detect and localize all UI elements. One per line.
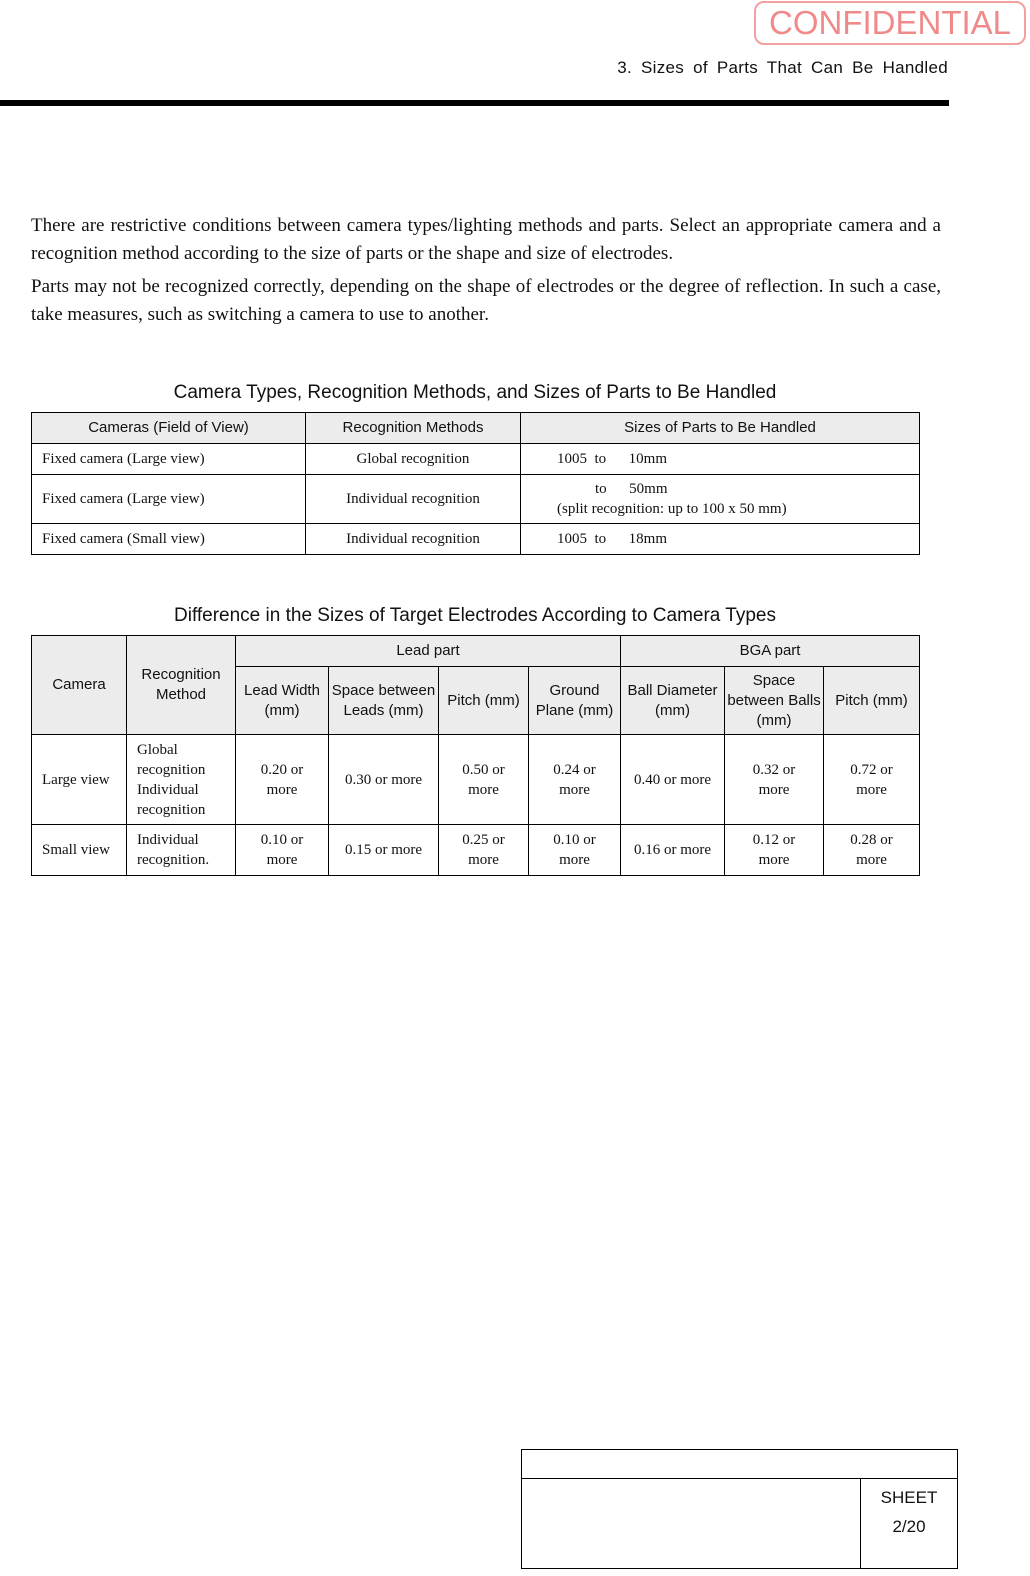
title-block-top	[522, 1450, 957, 1479]
header-ball-diameter: Ball Diameter (mm)	[621, 667, 725, 735]
value-cell: 0.25 or more	[439, 825, 529, 876]
intro-paragraph: There are restrictive conditions between camera types/lighting methods and parts. Select an appropriate camera and a recognition method according to the size of parts or the shape and size of electrodes.	[31, 215, 941, 264]
method-cell: Global recognition	[306, 444, 521, 475]
header-sizes: Sizes of Parts to Be Handled	[521, 413, 920, 444]
method-cell: Individual recognition.	[127, 825, 236, 876]
size-range: to 50mm	[595, 481, 668, 497]
table-row	[32, 735, 920, 825]
value-cell: 0.24 or more	[529, 735, 621, 825]
method-cell: Individual recognition	[306, 475, 521, 524]
header-bga-part: BGA part	[621, 636, 920, 667]
sheet-box	[860, 1479, 957, 1568]
table-row	[32, 524, 920, 555]
section-title: 3. Sizes of Parts That Can Be Handled	[617, 58, 948, 77]
size-cell	[521, 475, 920, 524]
header-lead-part: Lead part	[236, 636, 621, 667]
value-cell: 0.16 or more	[621, 825, 725, 876]
camera-cell: Large view	[32, 735, 127, 825]
header-ground-plane: Ground Plane (mm)	[529, 667, 621, 735]
table-row	[32, 444, 920, 475]
camera-cell: Fixed camera (Large view)	[32, 475, 306, 524]
confidential-stamp: CONFIDENTIAL	[754, 1, 1026, 45]
table-row	[32, 825, 920, 876]
header-method: Recognition Method	[127, 636, 236, 735]
value-cell: 0.72 or more	[824, 735, 920, 825]
header-methods: Recognition Methods	[306, 413, 521, 444]
header-lead-width: Lead Width (mm)	[236, 667, 329, 735]
header-bga-pitch: Pitch (mm)	[824, 667, 920, 735]
table-row	[32, 475, 920, 524]
value-cell: 0.10 or more	[529, 825, 621, 876]
sheet-label: SHEET	[880, 1488, 938, 1507]
header-space-balls: Space between Balls (mm)	[725, 667, 824, 735]
header-rule	[0, 100, 949, 106]
header-cameras: Cameras (Field of View)	[32, 413, 306, 444]
header-space-leads: Space between Leads (mm)	[329, 667, 439, 735]
size-cell: 1005 to 18mm	[521, 524, 920, 555]
electrode-sizes-table	[31, 635, 920, 876]
value-cell: 0.30 or more	[329, 735, 439, 825]
table2-caption: Difference in the Sizes of Target Electrodes According to Camera Types	[174, 605, 776, 626]
value-cell: 0.15 or more	[329, 825, 439, 876]
camera-cell: Fixed camera (Large view)	[32, 444, 306, 475]
value-cell: 0.20 or more	[236, 735, 329, 825]
value-cell: 0.50 or more	[439, 735, 529, 825]
camera-cell: Fixed camera (Small view)	[32, 524, 306, 555]
camera-cell: Small view	[32, 825, 127, 876]
value-cell: 0.40 or more	[621, 735, 725, 825]
header-camera: Camera	[32, 636, 127, 735]
value-cell: 0.10 or more	[236, 825, 329, 876]
value-cell: 0.28 or more	[824, 825, 920, 876]
size-cell: 1005 to 10mm	[521, 444, 920, 475]
size-note: (split recognition: up to 100 x 50 mm)	[557, 501, 787, 517]
warning-paragraph: Parts may not be recognized correctly, depending on the shape of electrodes or the degree of reflection. In such a case, take measures, such as switching a camera to use to another.	[31, 276, 941, 325]
value-cell: 0.32 or more	[725, 735, 824, 825]
method-cell: Global recognition Individual recognition	[127, 735, 236, 825]
method-cell: Individual recognition	[306, 524, 521, 555]
value-cell: 0.12 or more	[725, 825, 824, 876]
camera-types-table	[31, 412, 920, 555]
title-block	[521, 1449, 958, 1569]
sheet-number: 2/20	[892, 1517, 926, 1536]
table1-caption: Camera Types, Recognition Methods, and Sizes of Parts to Be Handled	[173, 382, 777, 403]
header-lead-pitch: Pitch (mm)	[439, 667, 529, 735]
